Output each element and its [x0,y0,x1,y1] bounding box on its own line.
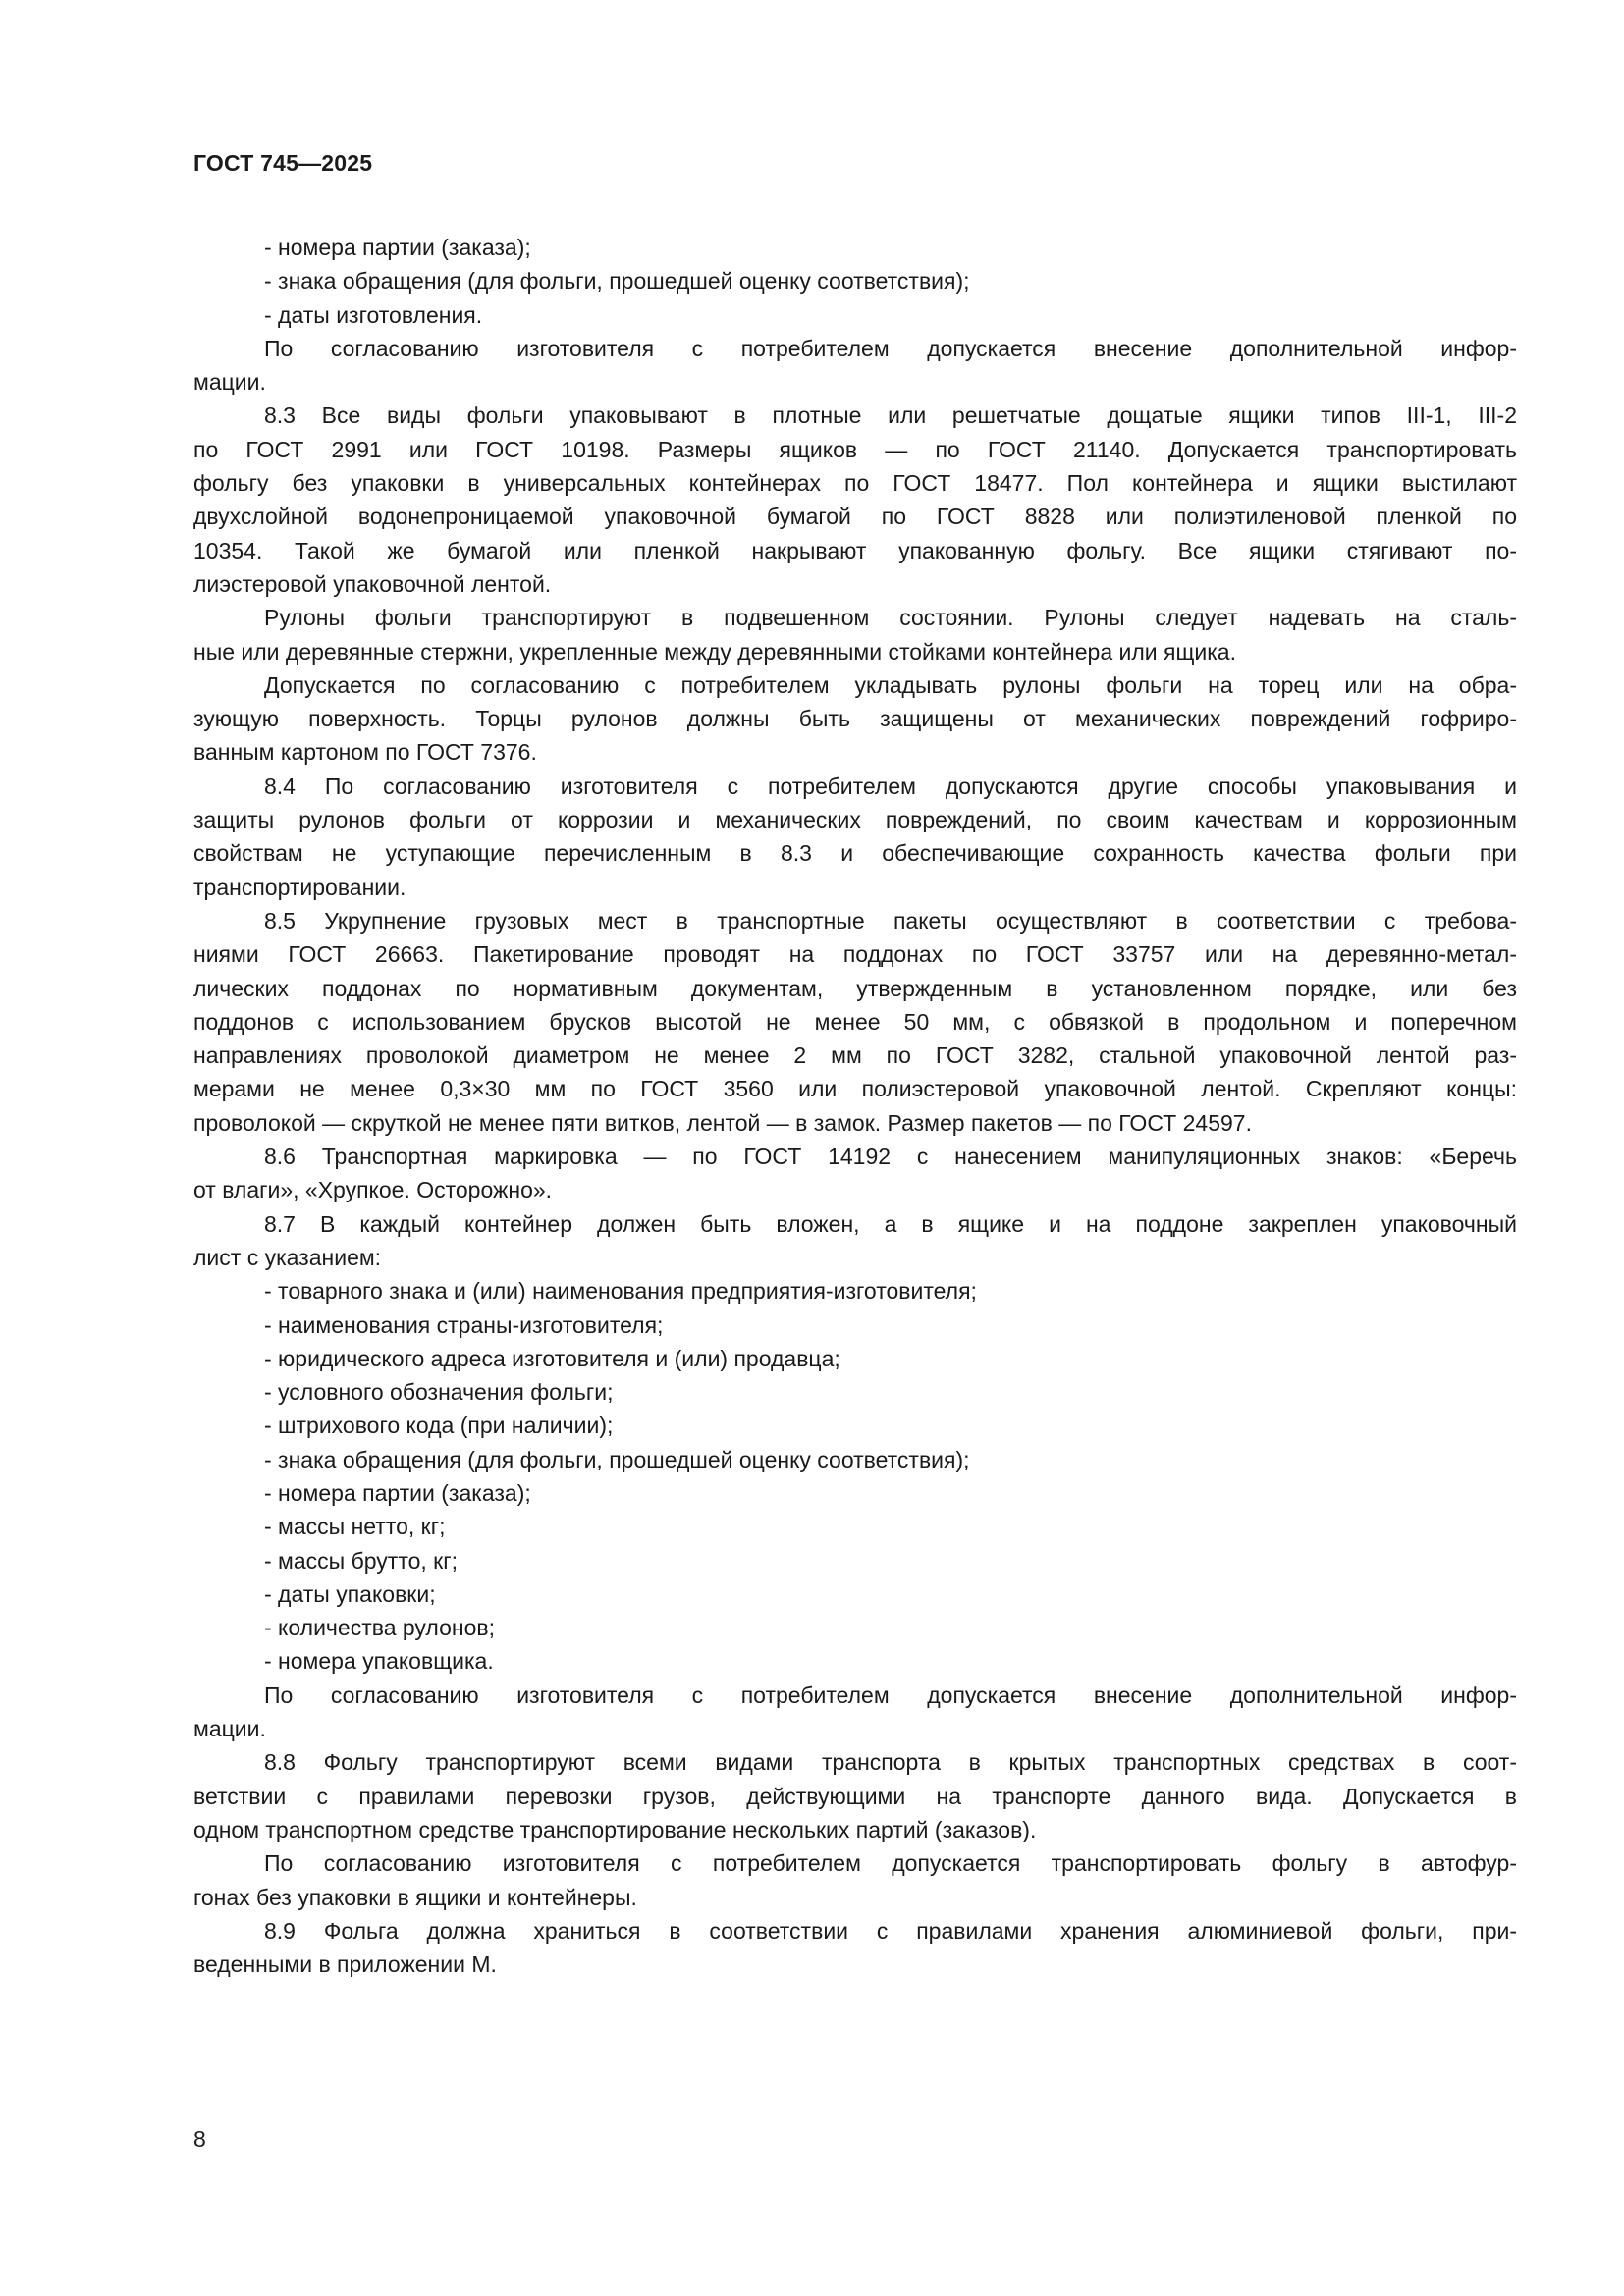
text-line: По согласованию изготовителя с потребителем допускается внесение дополнительной инфор- [264,335,1517,361]
text-line: 8.3 Все виды фольги упаковывают в плотные или решетчатые дощатые ящики типов III-1, III-2 [264,402,1517,429]
text-line: лиэстеровой упаковочной лентой. [193,570,552,597]
text-line: 8.6 Транспортная маркировка — по ГОСТ 14192 с нанесением манипуляционных знаков: «Беречь [264,1144,1517,1170]
text-line: - даты изготовления. [264,301,483,328]
paragraph [193,1914,1517,1982]
text-line: - товарного знака и (или) наименования предприятия-изготовителя; [264,1278,977,1305]
paragraph [193,332,1517,400]
paragraph [193,904,1517,1140]
text-line: - даты упаковки; [264,1580,436,1607]
text-line: ные или деревянные стержни, укрепленные между деревянными стойками контейнера или ящика. [193,638,1236,665]
list-item [193,1577,1517,1611]
paragraph [193,1140,1517,1207]
text-line: лических поддонах по нормативным документам, утвержденным в установленном порядке, или без [193,975,1517,1001]
list-item [193,1375,1517,1409]
paragraph [193,399,1517,601]
paragraph [193,1207,1517,1275]
paragraph [193,770,1517,904]
text-line: - юридического адреса изготовителя и (или) продавца; [264,1345,840,1371]
list-item [193,1476,1517,1510]
list-item [193,264,1517,297]
text-line: двухслойной водонепроницаемой упаковочной бумагой по ГОСТ 8828 или полиэтиленовой пленкой по [193,504,1517,530]
paragraph [193,1745,1517,1846]
text-line: - знака обращения (для фольги, прошедшей оценку соответствия); [264,1446,970,1472]
text-line: - массы нетто, кг; [264,1514,446,1540]
text-line: веденными в приложении М. [193,1951,497,1978]
list-item [193,1443,1517,1476]
list-item [193,1510,1517,1543]
text-line: 8.4 По согласованию изготовителя с потребителем допускаются другие способы упаковывания и [264,773,1517,799]
text-line: - номера упаковщика. [264,1648,494,1675]
document-body [193,231,1517,1981]
text-line: - количества рулонов; [264,1615,495,1641]
text-line: 8.7 В каждый контейнер должен быть вложен, а в ящике и на поддоне закреплен упаковочный [264,1210,1517,1237]
text-line: 10354. Такой же бумагой или пленкой накрывают упакованную фольгу. Все ящики стягивают по- [193,537,1517,563]
text-line: По согласованию изготовителя с потребителем допускается транспортировать фольгу в автофур- [264,1850,1517,1877]
text-line: поддонов с использованием брусков высотой не менее 50 мм, с обвязкой в продольном и поперечном [193,1008,1517,1035]
text-line: - массы брутто, кг; [264,1547,459,1574]
text-line: лист с указанием: [193,1244,382,1270]
list-item [193,231,1517,264]
text-line: ванным картоном по ГОСТ 7376. [193,739,537,766]
text-line: - номера партии (заказа); [264,235,531,260]
text-line: мации. [193,369,266,396]
paragraph [193,1846,1517,1914]
list-item [193,1342,1517,1375]
text-line: 8.8 Фольгу транспортируют всеми видами транспорта в крытых транспортных средствах в соот- [264,1749,1517,1776]
text-line: По согласованию изготовителя с потребителем допускается внесение дополнительной инфор- [264,1682,1517,1708]
text-line: транспортировании. [193,874,406,900]
page-number: 8 [193,2126,206,2152]
list-item [193,1274,1517,1308]
list-item [193,1409,1517,1442]
text-line: мерами не менее 0,3×30 мм по ГОСТ 3560 или полиэстеровой упаковочной лентой. Скрепляют концы: [193,1076,1517,1102]
text-line: мации. [193,1716,266,1742]
text-line: направлениях проволокой диаметром не менее 2 мм по ГОСТ 3282, стальной упаковочной лентой раз- [193,1042,1517,1069]
text-line: - штрихового кода (при наличии); [264,1413,614,1439]
list-item [193,298,1517,332]
document-header: ГОСТ 745—2025 [193,150,373,176]
list-item [193,1644,1517,1678]
text-line: Рулоны фольги транспортируют в подвешенном состоянии. Рулоны следует надевать на сталь- [264,605,1517,631]
paragraph [193,668,1517,770]
list-item [193,1611,1517,1644]
text-line: фольгу без упаковки в универсальных контейнерах по ГОСТ 18477. Пол контейнера и ящики выстилают [193,470,1517,497]
text-line: от влаги», «Хрупкое. Осторожно». [193,1177,553,1203]
text-line: 8.5 Укрупнение грузовых мест в транспортные пакеты осуществляют в соответствии с требова- [264,907,1517,934]
text-line: - наименования страны-изготовителя; [264,1311,664,1338]
text-line: свойствам не уступающие перечисленным в 8.3 и обеспечивающие сохранность качества фольги при [193,840,1517,867]
text-line: гонах без упаковки в ящики и контейнеры. [193,1884,637,1910]
text-line: - условного обозначения фольги; [264,1379,614,1406]
text-line: защиты рулонов фольги от коррозии и механических повреждений, по своим качествам и коррозионным [193,807,1517,833]
list-item [193,1544,1517,1577]
text-line: 8.9 Фольга должна храниться в соответствии с правилами хранения алюминиевой фольги, при- [264,1917,1517,1944]
list-item [193,1308,1517,1342]
text-line: зующую поверхность. Торцы рулонов должны быть защищены от механических повреждений гофриро- [193,706,1517,732]
text-line: одном транспортном средстве транспортирование нескольких партий (заказов). [193,1816,1037,1842]
text-line: Допускается по согласованию с потребителем укладывать рулоны фольги на торец или на обра- [264,671,1517,698]
text-line: - знака обращения (для фольги, прошедшей оценку соответствия); [264,268,970,294]
text-line: проволокой — скруткой не менее пяти витков, лентой — в замок. Размер пакетов — по ГОСТ 24597. [193,1109,1252,1136]
text-line: ниями ГОСТ 26663. Пакетирование проводят на поддонах по ГОСТ 33757 или на деревянно-метал- [193,941,1517,968]
paragraph [193,601,1517,668]
text-line: - номера партии (заказа); [264,1479,531,1506]
text-line: ветствии с правилами перевозки грузов, действующими на транспорте данного вида. Допускается в [193,1783,1517,1809]
paragraph [193,1679,1517,1746]
text-line: по ГОСТ 2991 или ГОСТ 10198. Размеры ящиков — по ГОСТ 21140. Допускается транспортировать [193,436,1517,462]
